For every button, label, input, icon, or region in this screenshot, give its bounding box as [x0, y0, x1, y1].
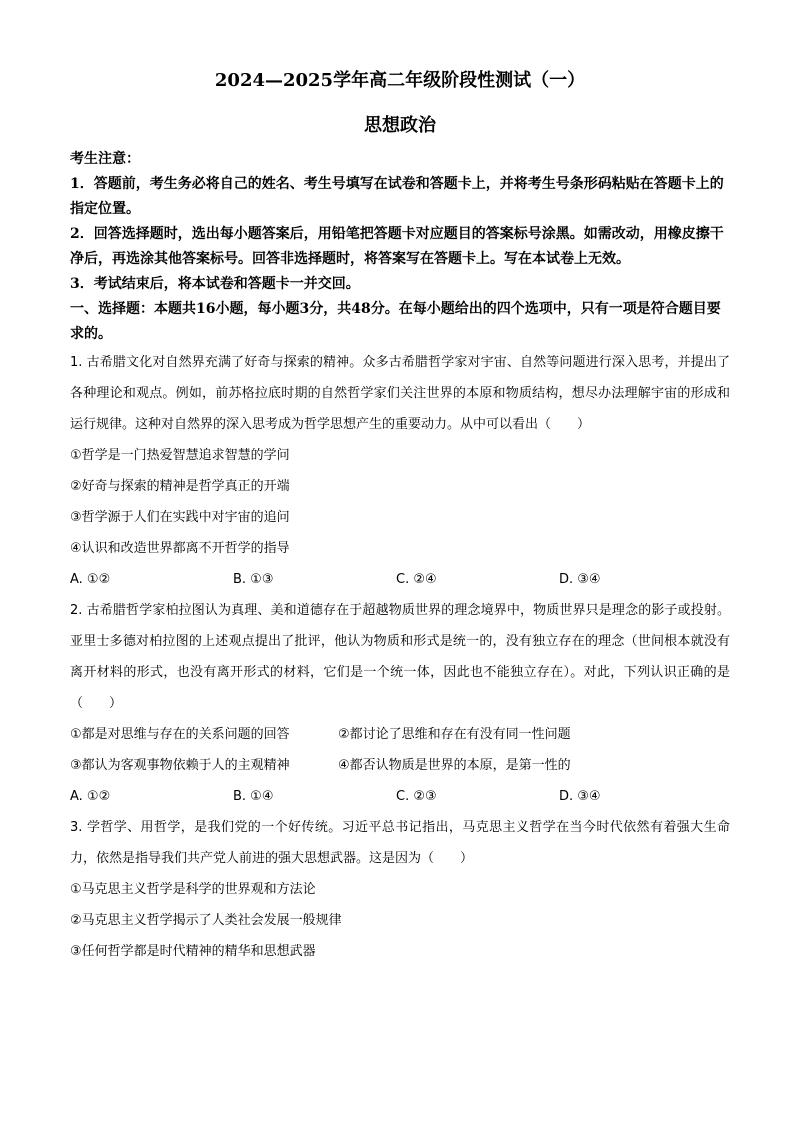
question-3 [70, 812, 730, 967]
statement: ①都是对思维与存在的关系问题的回答 [70, 727, 290, 742]
question-stem: 2. 古希腊哲学家柏拉图认为真理、美和道德存在于超越物质世界的理念境界中，物质世界只是理念的影子或投射。亚里士多德对柏拉图的上述观点提出了批评，他认为物质和形式是统一的，没有独立存在的理念（世间根本就没有离开材料的形式，也没有离开形式的材料，它们是一个统一体，因此也不能独立存在）。对此，下列认识正确的是（ ） [70, 603, 730, 711]
notice-item: 3．考试结束后，将本试卷和答题卡一并交回。 [70, 276, 360, 292]
question-stem: 3. 学哲学、用哲学，是我们党的一个好传统。习近平总书记指出，马克思主义哲学在当今时代依然有着强大生命力，依然是指导我们共产党人前进的强大思想武器。这是因为（ ） [70, 820, 730, 866]
question-stem: 1. 古希腊文化对自然界充满了好奇与探索的精神。众多古希腊哲学家对宇宙、自然等问题进行深入思考，并提出了各种理论和观点。例如，前苏格拉底时期的自然哲学家们关注世界的本原和物质结构，想尽办法理解宇宙的形成和运行规律。这种对自然界的深入思考成为哲学思想产生的重要动力。从中可以看出（ ） [70, 355, 730, 432]
option-d: D. ③④ [559, 789, 601, 804]
statement: ③都认为客观事物依赖于人的主观精神 [70, 758, 290, 773]
answer-options [70, 781, 730, 812]
answer-options [70, 564, 730, 595]
exam-notice [70, 147, 730, 297]
section-heading: 一、选择题：本题共16小题，每小题3分，共48分。在每小题给出的四个选项中，只有一项是符合题目要求的。 [70, 301, 721, 342]
exam-subject: 思想政治 [364, 115, 436, 136]
statement: ②好奇与探索的精神是哲学真正的开端 [70, 479, 290, 494]
statement: ③任何哲学都是时代精神的精华和思想武器 [70, 944, 316, 959]
option-c: C. ②③ [396, 789, 437, 804]
statement: ②马克思主义哲学揭示了人类社会发展一般规律 [70, 913, 342, 928]
notice-item: 2．回答选择题时，选出每小题答案后，用铅笔把答题卡对应题目的答案标号涂黑。如需改动，用橡皮擦干净后，再选涂其他答案标号。回答非选择题时，将答案写在答题卡上。写在本试卷上无效。 [70, 226, 724, 267]
option-a: A. ①② [70, 789, 111, 804]
statement: ④认识和改造世界都离不开哲学的指导 [70, 541, 290, 556]
statement: ②都讨论了思维和存在有没有同一性问题 [338, 727, 571, 742]
option-a: A. ①② [70, 572, 111, 587]
option-b: B. ①③ [233, 572, 274, 587]
exam-page [70, 68, 730, 967]
notice-heading: 考生注意： [70, 151, 140, 167]
statement: ④都否认物质是世界的本原，是第一性的 [338, 758, 571, 773]
option-c: C. ②④ [396, 572, 437, 587]
question-2 [70, 595, 730, 812]
option-d: D. ③④ [559, 572, 601, 587]
statement: ③哲学源于人们在实践中对宇宙的追问 [70, 510, 290, 525]
statement: ①马克思主义哲学是科学的世界观和方法论 [70, 882, 316, 897]
statement-row [70, 719, 730, 750]
statement-row [70, 750, 730, 781]
statement: ①哲学是一门热爱智慧追求智慧的学问 [70, 448, 290, 463]
question-1 [70, 347, 730, 595]
option-b: B. ①④ [233, 789, 274, 804]
notice-item: 1．答题前，考生务必将自己的姓名、考生号填写在试卷和答题卡上，并将考生号条形码粘贴在答题卡上的指定位置。 [70, 176, 724, 217]
exam-title: 2024—2025学年高二年级阶段性测试（一） [214, 70, 586, 91]
